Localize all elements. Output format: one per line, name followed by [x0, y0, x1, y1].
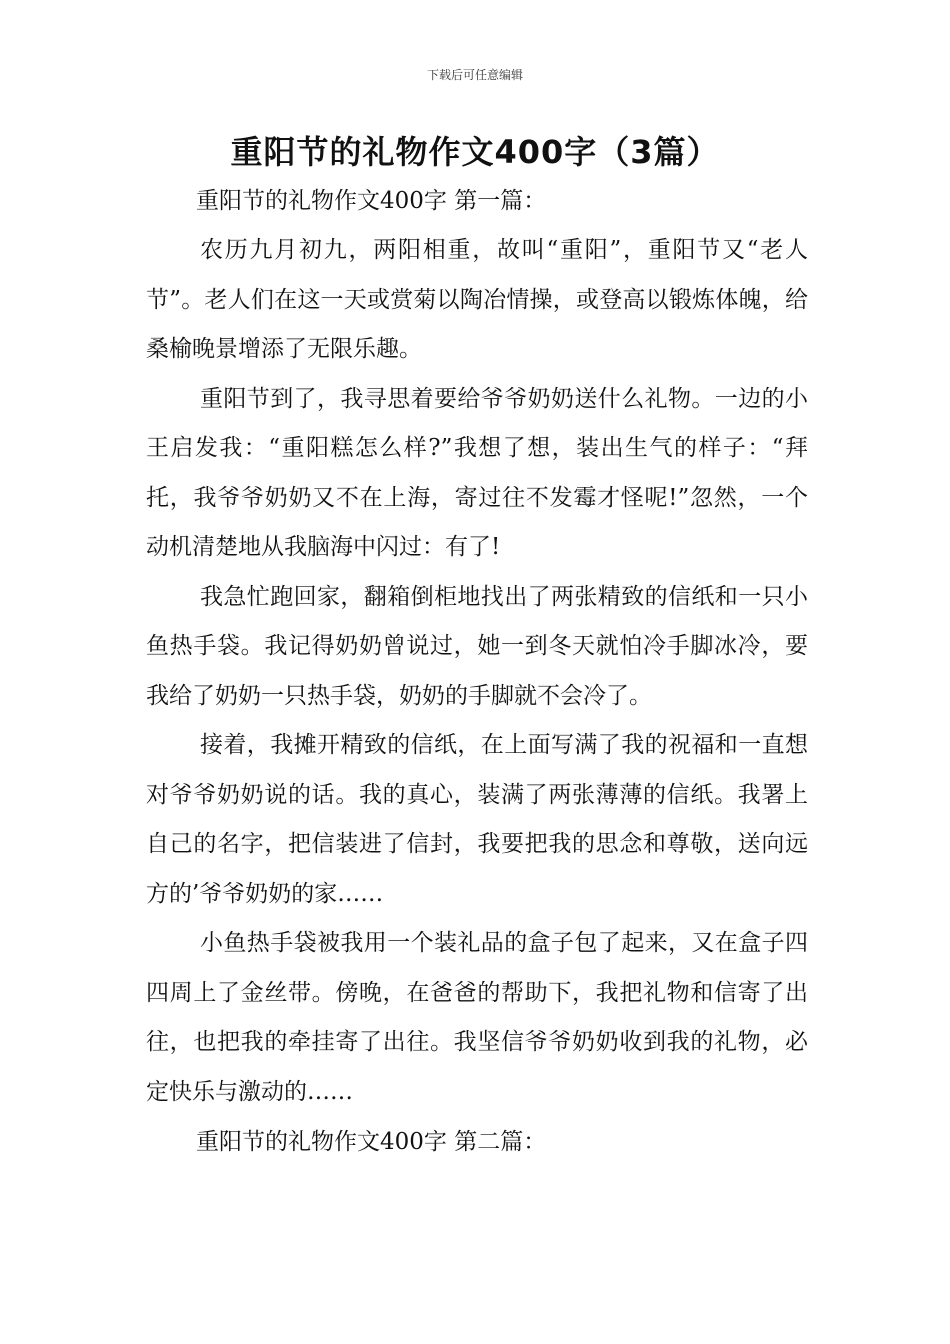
paragraph: 接着，我摊开精致的信纸，在上面写满了我的祝福和一直想对爷爷奶奶说的话。我的真心，装满了两张薄薄的信纸。我署上自己的名字，把信装进了信封，我要把我的思念和尊敬，送向远方的’爷爷奶奶的家……: [146, 732, 808, 907]
paragraph: 重阳节到了，我寻思着要给爷爷奶奶送什么礼物。一边的小王启发我：“重阳糕怎么样?”我想了想，装出生气的样子：“拜托，我爷爷奶奶又不在上海，寄过往不发霉才怪呢!”忽然，一个动机清楚地从我脑海中闪过：有了!: [146, 385, 808, 560]
header-note: 下载后可任意编辑: [426, 68, 523, 82]
document-body: [146, 176, 808, 1167]
document-title: 重阳节的礼物作文400字（3篇）: [230, 133, 720, 171]
paragraph: 我急忙跑回家，翻箱倒柜地找出了两张精致的信纸和一只小鱼热手袋。我记得奶奶曾说过，她一到冬天就怕冷手脚冰冷，要我给了奶奶一只热手袋，奶奶的手脚就不会冷了。: [146, 583, 808, 709]
section-heading-1: 重阳节的礼物作文400字 第一篇：: [196, 188, 547, 214]
paragraph: 小鱼热手袋被我用一个装礼品的盒子包了起来，又在盒子四四周上了金丝带。傍晚，在爸爸的帮助下，我把礼物和信寄了出往，也把我的牵挂寄了出往。我坚信爷爷奶奶收到我的礼物，必定快乐与激动的……: [146, 930, 808, 1105]
section-heading-2: 重阳节的礼物作文400字 第二篇：: [196, 1129, 547, 1155]
paragraph: 农历九月初九，两阳相重，故叫“重阳”，重阳节又“老人节”。老人们在这一天或赏菊以陶冶情操，或登高以锻炼体魄，给桑榆晚景增添了无限乐趣。: [146, 237, 808, 362]
